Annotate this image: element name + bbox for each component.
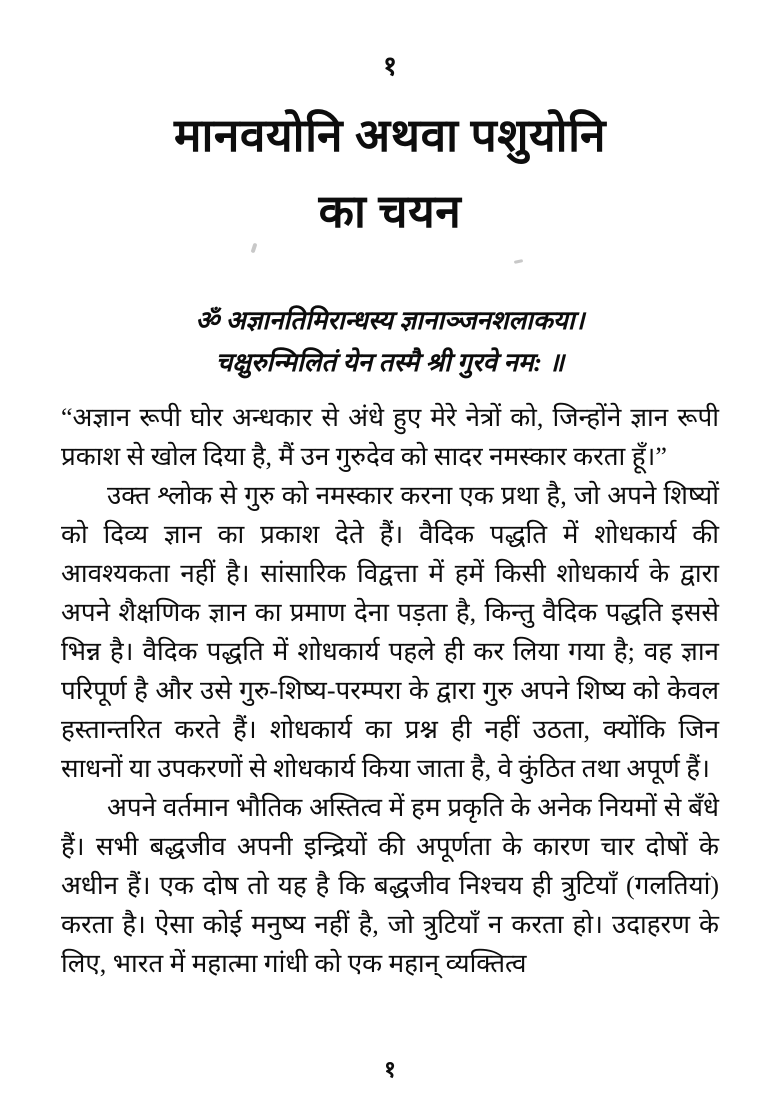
scan-artifact-speck [514,259,523,264]
chapter-title-line1: मानवयोनि अथवा पशुयोनि [173,110,607,161]
sanskrit-invocation-verse [0,300,780,384]
body-text [61,398,719,983]
footer-page-number: १ [384,1057,396,1082]
paragraph-verse-translation: “अज्ञान रूपी घोर अन्धकार से अंधे हुए मेरे नेत्रों को, जिन्होंने ज्ञान रूपी प्रकाश से खोल दिया है, मैं उन गुरुदेव को सादर नमस्कार करता हूँ।” [61,403,719,471]
verse-line2: चक्षुरुन्मिलितं येन तस्मै श्री गुरवे नम: ॥ [215,348,565,377]
verse-line1: ॐ अज्ञानतिमिरान्धस्य ज्ञानाञ्जनशलाकया। [195,306,585,335]
chapter-title-line2: का चयन [318,186,462,237]
paragraph-four-defects: अपने वर्तमान भौतिक अस्तित्व में हम प्रकृति के अनेक नियमों से बँधे हैं। सभी बद्धजीव अपनी इन्द्रियों की अपूर्णता के कारण चार दोषों के अधीन हैं। एक दोष तो यह है कि बद्धजीव निश्चय ही त्रुटियाँ (गलतियां) करता है। ऐसा कोई मनुष्य नहीं है, जो त्रुटियाँ न करता हो। उदाहरण के लिए, भारत में महात्मा गांधी को एक महान् व्यक्तित्व [61,793,719,978]
paragraph-guru-tradition: उक्त श्लोक से गुरु को नमस्कार करना एक प्रथा है, जो अपने शिष्यों को दिव्य ज्ञान का प्रकाश देते हैं। वैदिक पद्धति में शोधकार्य की आवश्यकता नहीं है। सांसारिक विद्वत्ता में हमें किसी शोधकार्य के द्वारा अपने शैक्षणिक ज्ञान का प्रमाण देना पड़ता है, किन्तु वैदिक पद्धति इससे भिन्न है। वैदिक पद्धति में शोधकार्य पहले ही कर लिया गया है; वह ज्ञान परिपूर्ण है और उसे गुरु-शिष्य-परम्परा के द्वारा गुरु अपने शिष्य को केवल हस्तान्तरित करते हैं। शोधकार्य का प्रश्न ही नहीं उठता, क्योंकि जिन साधनों या उपकरणों से शोधकार्य किया जाता है, वे कुंठित तथा अपूर्ण हैं। [61,481,719,783]
chapter-number: १ [382,51,398,81]
chapter-title [0,98,780,250]
